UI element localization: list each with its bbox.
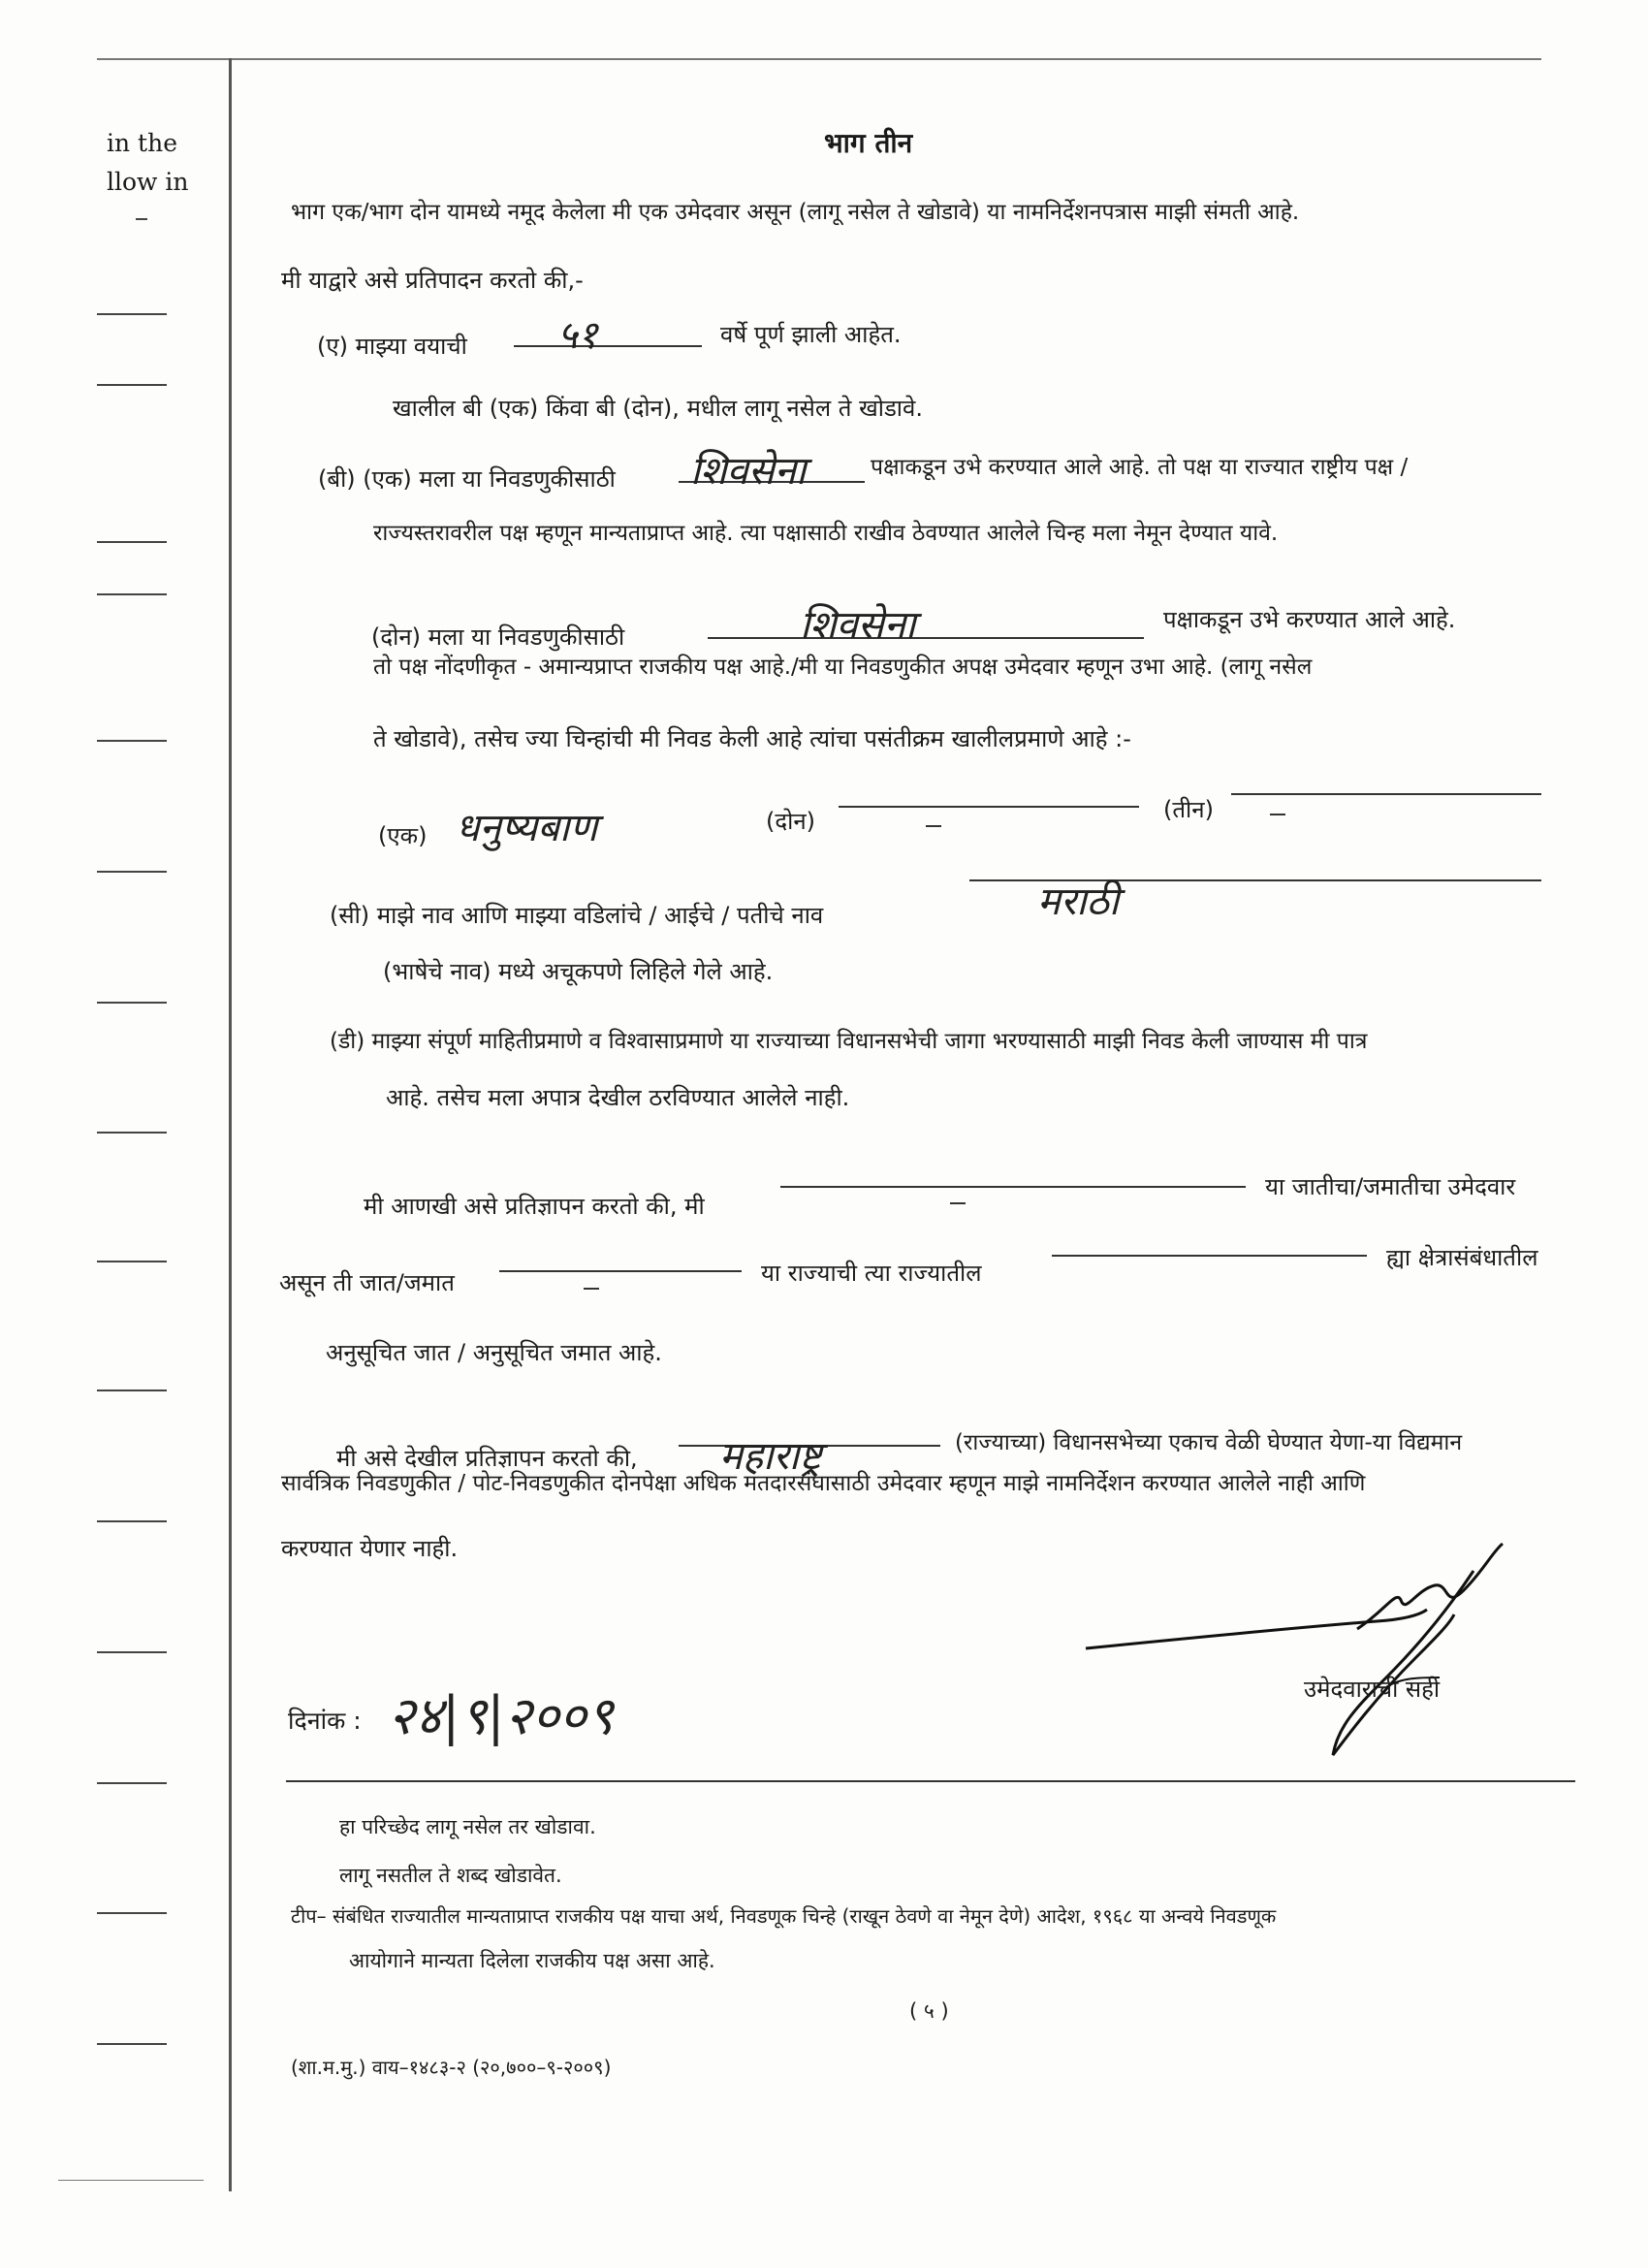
caste-line1-suffix: या जातीचा/जमातीचा उमेदवार xyxy=(1265,1173,1516,1200)
margin-mark xyxy=(97,1782,167,1784)
printer-imprint: (शा.म.मु.) वाय–१४८३-२ (२०,७००–९-२००९) xyxy=(291,2056,612,2079)
margin-mark xyxy=(97,2043,167,2045)
margin-mark xyxy=(97,1390,167,1391)
margin-mark xyxy=(97,313,167,315)
margin-mark xyxy=(97,1651,167,1653)
symbol-one-label: (एक) xyxy=(378,822,428,849)
clause-b1-prefix: (बी) (एक) मला या निवडणुकीसाठी xyxy=(318,465,616,493)
candidate-signature xyxy=(1066,1532,1532,1784)
clause-b2-line3: ते खोडावे), तसेच ज्या चिन्हांची मी निवड केली आहे त्यांचा पसंतीक्रम खालीलप्रमाणे आहे :- xyxy=(373,725,1131,752)
strike-instruction: खालील बी (एक) किंवा बी (दोन), मधील लागू नसेल ते खोडावे. xyxy=(393,395,923,422)
caste-group-fill-line xyxy=(499,1270,742,1272)
clause-b2-prefix: (दोन) मला या निवडणुकीसाठी xyxy=(371,623,625,651)
margin-mark xyxy=(136,218,147,220)
state-decl-line3: करण्यात येणार नाही. xyxy=(281,1535,459,1562)
clause-c-line2: (भाषेचे नाव) मध्ये अचूकपणे लिहिले गेले आहे. xyxy=(383,958,774,985)
clause-b1-suffix: पक्षाकडून उभे करण्यात आले आहे. तो पक्ष या राज्यात राष्ट्रीय पक्ष / xyxy=(871,455,1409,480)
clause-b2-line2: तो पक्ष नोंदणीकृत - अमान्यप्राप्त राजकीय पक्ष आहे./मी या निवडणुकीत अपक्ष उमेदवार म्हणून उभा आहे. (लागू नसेल xyxy=(373,655,1313,680)
symbol-two-fill-line xyxy=(839,806,1139,808)
age-fill-line xyxy=(514,345,702,347)
symbol-two-label: (दोन) xyxy=(766,808,816,835)
caste-line2-prefix: असून ती जात/जमात xyxy=(279,1269,455,1296)
party-fill-line-b2 xyxy=(708,637,1144,639)
footnote-divider xyxy=(286,1780,1575,1782)
clause-d-line2: आहे. तसेच मला अपात्र देखील ठरविण्यात आलेले नाही. xyxy=(386,1084,850,1111)
party-b2-value: शिवसेना xyxy=(800,603,916,648)
clause-a-suffix: वर्षे पूर्ण झाली आहेत. xyxy=(720,321,902,348)
caste-line2-mid: या राज्याची त्या राज्यातील xyxy=(761,1260,982,1287)
margin-mark xyxy=(97,1132,167,1134)
age-value: ५१ xyxy=(557,313,598,358)
footnote-2: लागू नसतील ते शब्द खोडावेत. xyxy=(339,1864,562,1887)
margin-mark xyxy=(97,1002,167,1004)
margin-text-line2: llow in xyxy=(107,168,189,196)
party-b1-value: शिवसेना xyxy=(690,449,807,494)
symbol-three-fill-line xyxy=(1231,793,1541,795)
clause-a-prefix: (ए) माझ्या वयाची xyxy=(317,333,467,360)
margin-fold-line xyxy=(229,58,232,2191)
caste-group-dash xyxy=(584,1288,599,1290)
state-value: महाराष्ट्र xyxy=(719,1434,822,1479)
margin-mark xyxy=(97,871,167,873)
area-fill-line xyxy=(1052,1255,1367,1257)
tip-line2: आयोगाने मान्यता दिलेला राजकीय पक्ष असा आहे. xyxy=(349,1949,715,1972)
date-value: २४|९|२००९ xyxy=(388,1685,614,1746)
margin-mark xyxy=(58,2180,204,2181)
clause-b2-suffix: पक्षाकडून उभे करण्यात आले आहे. xyxy=(1163,606,1456,633)
symbol-three-dash xyxy=(1270,814,1285,815)
page-top-edge xyxy=(97,58,1541,60)
margin-mark xyxy=(97,541,167,543)
caste-line2-suffix: ह्या क्षेत्रासंबंधातील xyxy=(1386,1244,1538,1271)
page-title: भाग तीन xyxy=(824,127,913,159)
footnote-1: हा परिच्छेद लागू नसेल तर खोडावा. xyxy=(339,1815,596,1838)
symbol-two-dash xyxy=(926,825,941,827)
intro-line1: भाग एक/भाग दोन यामध्ये नमूद केलेला मी एक उमेदवार असून (लागू नसेल ते खोडावे) या नामनिर्देशनपत्रास माझी संमती आहे. xyxy=(291,200,1300,225)
date-label: दिनांक : xyxy=(288,1707,362,1735)
clause-b1-line2: राज्यस्तरावरील पक्ष म्हणून मान्यताप्राप्त आहे. त्या पक्षासाठी राखीव ठेवण्यात आलेले चिन्ह मला नेमून देण्यात यावे. xyxy=(373,521,1279,546)
signature-label: उमेदवाराची सही xyxy=(1304,1676,1441,1703)
caste-dash xyxy=(950,1202,966,1204)
symbol-three-label: (तीन) xyxy=(1163,796,1214,823)
caste-line1-prefix: मी आणखी असे प्रतिज्ञापन करतो की, मी xyxy=(364,1193,705,1220)
margin-mark xyxy=(97,740,167,742)
margin-mark xyxy=(97,1520,167,1522)
caste-fill-line xyxy=(780,1186,1246,1188)
language-value: मराठी xyxy=(1037,879,1120,924)
symbol-one-value: धनुष्यबाण xyxy=(456,806,598,850)
margin-mark xyxy=(97,1912,167,1914)
page-number: ( ५ ) xyxy=(909,1999,949,2023)
margin-mark xyxy=(97,593,167,595)
tip-line1: टीप– संबंधित राज्यातील मान्यताप्राप्त राजकीय पक्ष याचा अर्थ, निवडणूक चिन्हे (राखून ठेवणे वा नेमून देणे) आदेश, १९६८ या अन्वये निवडणूक xyxy=(291,1904,1277,1928)
state-decl-suffix: (राज्याच्या) विधानसभेच्या एकाच वेळी घेण्यात येणा-या विद्यमान xyxy=(955,1430,1463,1455)
margin-mark xyxy=(97,1261,167,1262)
intro-line2: मी याद्वारे असे प्रतिपादन करतो की,- xyxy=(281,267,584,294)
state-decl-line2: सार्वत्रिक निवडणुकीत / पोट-निवडणुकीत दोनपेक्षा अधिक मतदारसंघासाठी उमेदवार म्हणून माझे नामनिर्देशन करण्यात आलेले नाही आणि xyxy=(281,1471,1366,1496)
margin-text-line1: in the xyxy=(107,129,177,157)
caste-line3: अनुसूचित जात / अनुसूचित जमात आहे. xyxy=(326,1339,662,1366)
margin-mark xyxy=(97,384,167,386)
clause-d-line1: (डी) माझ्या संपूर्ण माहितीप्रमाणे व विश्वासाप्रमाणे या राज्याच्या विधानसभेची जागा भरण्यासाठी माझी निवड केली जाण्यास मी पात्र xyxy=(330,1029,1368,1054)
clause-c-prefix: (सी) माझे नाव आणि माझ्या वडिलांचे / आईचे / पतीचे नाव xyxy=(330,902,824,929)
state-decl-prefix: मी असे देखील प्रतिज्ञापन करतो की, xyxy=(336,1445,638,1472)
